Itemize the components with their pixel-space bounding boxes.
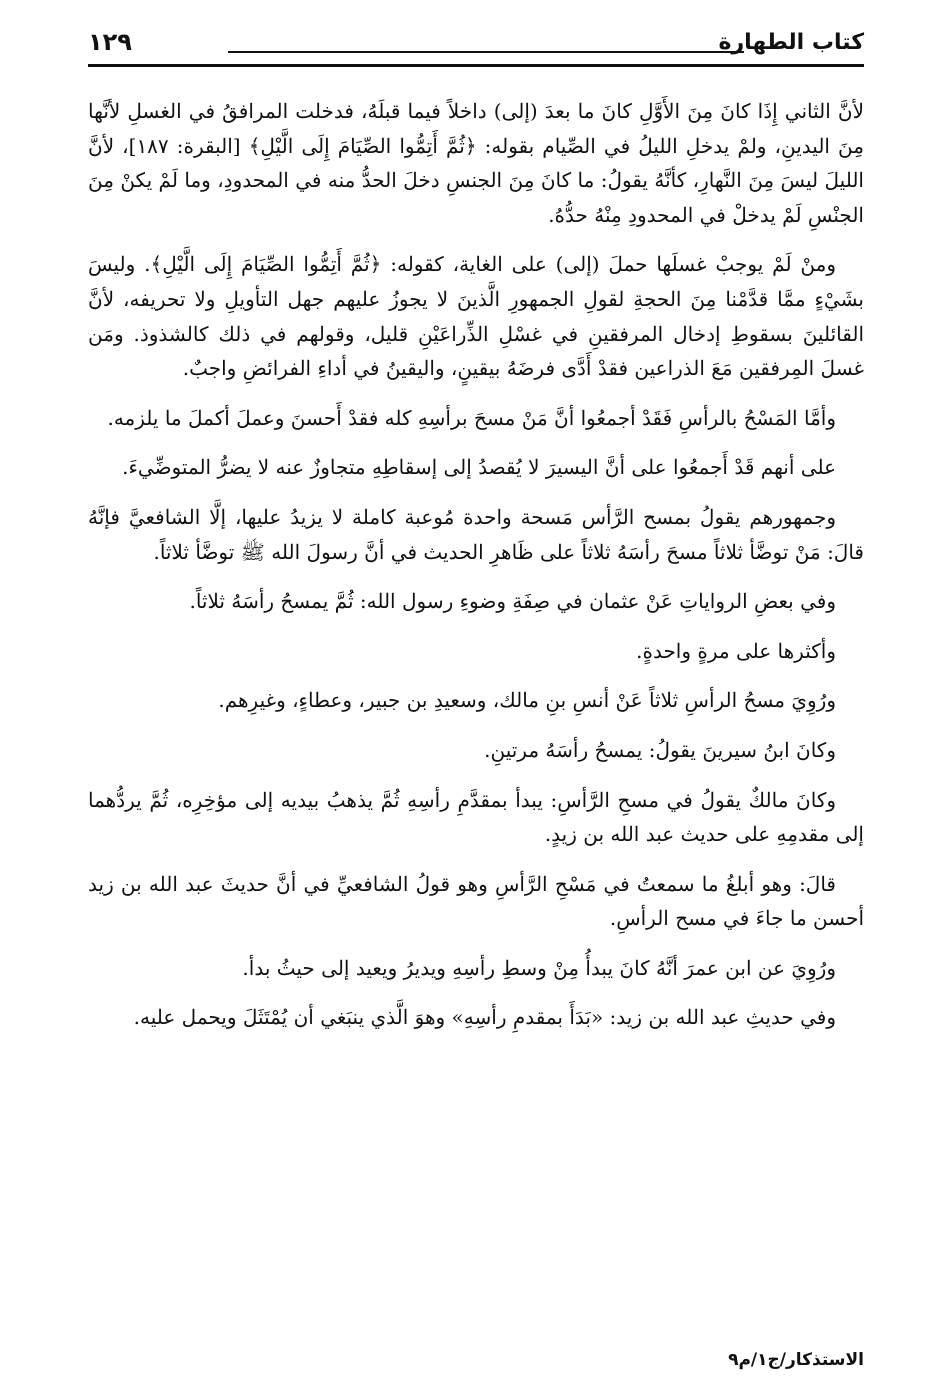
paragraph-9: وكانَ ابنُ سيرينَ يقولُ: يمسحُ رأسَهُ مرتينِ. [484, 737, 836, 762]
paragraph-4: على أنهم قَدْ أَجمعُوا على أنَّ اليسيرَ لا يُقصدُ إلى إسقاطِهِ متجاوزٌ عنه لا يضرُّ المتوضِّيءَ. [122, 455, 836, 480]
paragraph-2: ومنْ لَمْ يوجبْ غسلَها حملَ (إلى) على الغاية، كقوله: ﴿ثُمَّ أَتِمُّوا الصِّيَامَ إِلَى الَّيْلِ﴾. وليسَ بشَيْءٍ ممَّا قدَّمْنا مِنَ الحجةِ لقولِ الجمهورِ الَّذينَ لا يجوزُ عليهم جهل التأويلِ ولا تحريفه، لأنَّ القائلينَ بسقوطِ إدخال المرفقينِ في غسْلِ الذِّراعَيْنِ قليل، وقولهم في ذلك كالشذوذ. ومَن غسلَ المِرفقين مَعَ الذراعين فقدْ أَدَّى فرضَهُ بيقينٍ، واليقينُ في أداءِ الفرائضِ واجبٌ. [88, 252, 864, 381]
signature-mark: الاستذكار/ج١/م٩ [728, 1350, 864, 1370]
header-rule [228, 51, 744, 53]
paragraph-13: وفي حديثِ عبد الله بن زيد: «بَدَأَ بمقدمِ رأسِهِ» وهوَ الَّذي ينبَغي أن يُمْتَثَلَ ويحمل عليه. [133, 1005, 836, 1030]
paragraph-8: ورُوِيَ مسحُ الرأسِ ثلاثاً عَنْ أنسِ بنِ مالك، وسعيدِ بن جبير، وعطاءٍ، وغيرِهم. [218, 688, 836, 713]
paragraph-10: وكانَ مالكٌ يقولُ في مسحِ الرَّأسِ: يبدأ بمقدَّمِ رأسِهِ ثُمَّ يذهبُ بيديه إلى مؤخِرِه، ثُمَّ يردُّهما إلى مقدمِهِ على حديث عبد الله بن زيدٍ. [88, 787, 864, 847]
paragraph-3: وأمَّا المَسْحُ بالرأسِ فَقَدْ أجمعُوا أنَّ مَنْ مسحَ برأسِهِ كله فقدْ أَحسنَ وعملَ أكملَ ما يلزمه. [107, 405, 836, 430]
paragraph-12: ورُوِيَ عن ابن عمرَ أنَّهُ كانَ يبدأُ مِنْ وسطِ رأسِهِ ويديرُ ويعيد إلى حيثُ بدأ. [242, 955, 836, 980]
running-header [88, 26, 864, 70]
paragraph-7: وأكثرها على مرةٍ واحدةٍ. [636, 638, 836, 663]
header-divider [88, 64, 864, 67]
paragraph-11: قالَ: وهو أبلغُ ما سمعتُ في مَسْحِ الرَّأسِ وهو قولُ الشافعيِّ في أنَّ حديثَ عبد الله بن زيد أحسن ما جاءَ في مسح الرأسِ. [88, 871, 864, 931]
page-body [88, 94, 864, 1050]
paragraph-5: وجمهورهم يقولُ بمسح الرَّأس مَسحة واحدة مُوعبة كاملة لا يزيدُ عليها، إلَّا الشافعيَّ فإنَّهُ قالَ: مَنْ توضَّأ ثلاثاً مسحَ رأسَهُ ثلاثاً على ظَاهرِ الحديث في أنَّ رسولَ الله ﷺ توضَّأ ثلاثاً. [88, 504, 864, 564]
paragraph-1: لأنَّ الثاني إِذَا كانَ مِنَ الأَوَّلِ كانَ ما بعدَ (إلى) داخلاً فيما قبلَهُ، فدخلت المرافقُ في الغسلِ لأنَّها مِنَ اليدينِ، ولمْ يدخلِ الليلُ في الصِّيام بقوله: ﴿ثُمَّ أَتِمُّوا الصِّيَامَ إِلَى الَّيْلِ﴾ [البقرة: ١٨٧]، لأنَّ الليلَ ليسَ مِنَ النَّهارِ، كأنَّهُ يقولُ: ما كانَ مِنَ الجنسِ دخلَ الحدُّ منه في المحدودِ، وما لَمْ يكنْ مِنَ الجنْسِ لَمْ يدخلْ في المحدودِ مِنْهُ حدُّهُ. [88, 99, 865, 227]
paragraph-6: وفي بعضِ الرواياتِ عَنْ عثمان في صِفَةِ وضوءِ رسول الله: ثُمَّ يمسحُ رأسَهُ ثلاثاً. [189, 589, 836, 614]
header-title: كتاب الطهارة [718, 30, 864, 55]
page-number: ١٢٩ [88, 28, 132, 56]
